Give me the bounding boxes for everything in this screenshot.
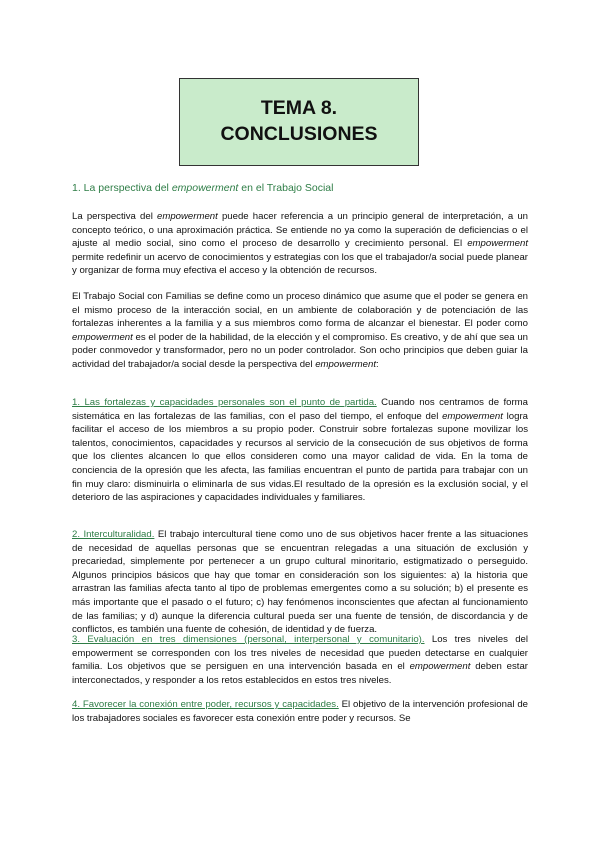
principle-3-heading: 3. Evaluación en tres dimensiones (personal, interpersonal y comunitario).: [72, 634, 425, 645]
section-heading-emph: empowerment: [171, 182, 239, 194]
title-box: [179, 78, 419, 166]
title-line-1: TEMA 8.: [260, 97, 338, 119]
p2-text-a: El Trabajo Social con Familias se define como un proceso dinámico que asume que el poder se genera en el mismo proceso de la interacción social, en un ambiente de colaboración y de potenciación de las fortalezas inherentes a la familia y a sus miembros como forma de alcanzar el bienestar. El poder como: [72, 291, 528, 330]
principle-2-heading: 2. Interculturalidad.: [72, 529, 155, 540]
p2-emph-d: empowerment: [315, 358, 376, 370]
p3-text-c: logra facilitar el acceso de los miembros a su propio poder. Construir sobre fortalezas supone movilizar los talentos, conocimientos, capacidades y recursos al servicio de la consecución de sus objetivos de forma que los clientes alcancen lo que ellos consideren como una mayor calidad de vida. En la toma de conciencia de la opresión que les afecta, las familias encuentran el punto de partida para trabajar con un fin muy claro: disminuirla o eliminarla de sus vidas.El resultado de la opresión es la exclusión social, y el deterioro de las aspiraciones y capacidades individuales y familiares.: [72, 410, 528, 504]
principle-1-heading: 1. Las fortalezas y capacidades personales son el punto de partida.: [72, 397, 377, 408]
paragraph-1: [72, 210, 528, 278]
p5-emph-b: empowerment: [409, 661, 471, 673]
p2-text-e: :: [376, 358, 379, 370]
paragraph-4: [72, 528, 528, 637]
principle-4-heading: 4. Favorecer la conexión entre poder, recursos y capacidades.: [72, 699, 339, 710]
p5-text-c: deben estar interconectados, y responder a los retos establecidos en estos tres niveles.: [72, 661, 528, 686]
paragraph-2: [72, 290, 528, 372]
title-line-2: CONCLUSIONES: [220, 123, 378, 145]
p2-text-c: es el poder de la habilidad, de la elección y el compromiso. Es creativo, y de ahí que sea un poder conmovedor y transformador, pero no un poder controlador. Son ocho principios que deben guiar la actividad del trabajador/a social desde la perspectiva del: [72, 331, 528, 370]
paragraph-6: [72, 698, 528, 725]
p2-emph-b: empowerment: [72, 331, 133, 343]
p1-text-c: puede hacer referencia a un principio general de interpretación, a un concepto teórico, o una aproximación práctica. Se entiende no ya como la superación de deficiencias o el ajuste al medio social, sino como el proceso de desarrollo y crecimiento personal. El: [72, 211, 529, 250]
section-heading-prefix: 1. La perspectiva del: [72, 182, 172, 194]
section-heading: [72, 182, 334, 194]
p1-text-a: La perspectiva del: [72, 211, 157, 222]
p1-text-e: permite redefinir un acervo de conocimientos y estrategias con los que el trabajador/a social puede planear y organizar de forma muy efectiva el acceso y la obtención de recursos.: [72, 251, 528, 277]
section-heading-suffix: en el Trabajo Social: [238, 182, 334, 194]
paragraph-3: [72, 396, 528, 505]
p1-emph-d: empowerment: [467, 238, 528, 250]
p3-text-a: Cuando nos centramos de forma sistemática en las fortalezas de las familias, con el paso del tiempo, el enfoque del: [72, 397, 528, 422]
p4-text-a: El trabajo intercultural tiene como uno de sus objetivos hacer frente a las situaciones de necesidad de aquellas personas que se encuentran relegadas a una situación de exclusión y precariedad, simplemente por pertenecer a un grupo cultural minoritario, estigmatizado o perseguido. Algunos principios básicos que hay que tomar en consideración son los siguientes: a) la historia que arrastran las familias afecta tanto al tipo de problemas emergentes como a su solución; b) el presente es más importante que el pasado o el futuro; c) hay fenómenos inconscientes que afectan al funcionamiento de las familias; y d) aunque la diferencia cultural pueda ser una fuente de tensión, de discordancia y de conflictos, es también una fuente de cohesión, de identidad y de fuerza.: [72, 529, 529, 636]
p3-emph-b: empowerment: [442, 410, 503, 422]
p1-emph-b: empowerment: [157, 211, 218, 222]
p6-text-a: El objetivo de la intervención profesional de los trabajadores sociales es favorecer esta conexión entre poder y recursos. Se: [72, 699, 528, 724]
p5-text-a: Los tres niveles del empowerment se corresponden con los tres niveles de necesidad que pueden detectarse en cualquier familia. Los objetivos que se persiguen en una intervención basada en el: [72, 634, 529, 673]
paragraph-5: [72, 633, 528, 687]
